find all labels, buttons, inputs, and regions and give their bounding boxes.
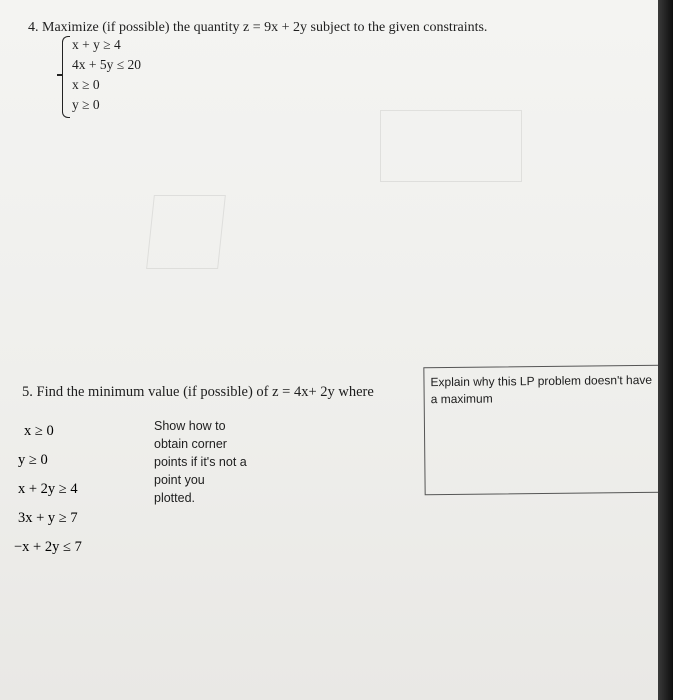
- problem-5-constraint: x ≥ 0: [24, 423, 54, 439]
- explain-answer-box[interactable]: [423, 365, 663, 495]
- problem-5-note-line: Show how to: [154, 419, 226, 433]
- bleed-through-mark: [380, 110, 522, 182]
- problem-5-constraint: y ≥ 0: [18, 452, 48, 468]
- problem-5-constraint: −x + 2y ≤ 7: [14, 539, 82, 555]
- bleed-through-mark: [146, 195, 226, 269]
- problem-5-title: 5. Find the minimum value (if possible) of z = 4x+ 2y where: [22, 384, 374, 400]
- problem-4-constraint: x ≥ 0: [72, 77, 100, 92]
- problem-5-note-line: point you: [154, 473, 205, 487]
- problem-5-note-line: plotted.: [154, 491, 196, 505]
- page-edge-shadow: [658, 0, 673, 700]
- constraint-brace: [62, 36, 70, 118]
- problem-4-constraint: 4x + 5y ≤ 20: [72, 57, 142, 72]
- problem-4-constraint: x + y ≥ 4: [72, 37, 121, 52]
- problem-4-title: 4. Maximize (if possible) the quantity z = 9x + 2y subject to the given constraints.: [28, 20, 488, 35]
- problem-5-constraint: 3x + y ≥ 7: [18, 510, 78, 526]
- explain-prompt: Explain why this LP problem doesn't have a maximum: [430, 372, 653, 407]
- constraint-brace-tip: [57, 74, 63, 76]
- problem-4-constraint: y ≥ 0: [72, 97, 100, 112]
- problem-5-note-line: points if it's not a: [154, 455, 247, 469]
- problem-5-constraint: x + 2y ≥ 4: [18, 481, 78, 497]
- problem-5-note-line: obtain corner: [154, 437, 227, 451]
